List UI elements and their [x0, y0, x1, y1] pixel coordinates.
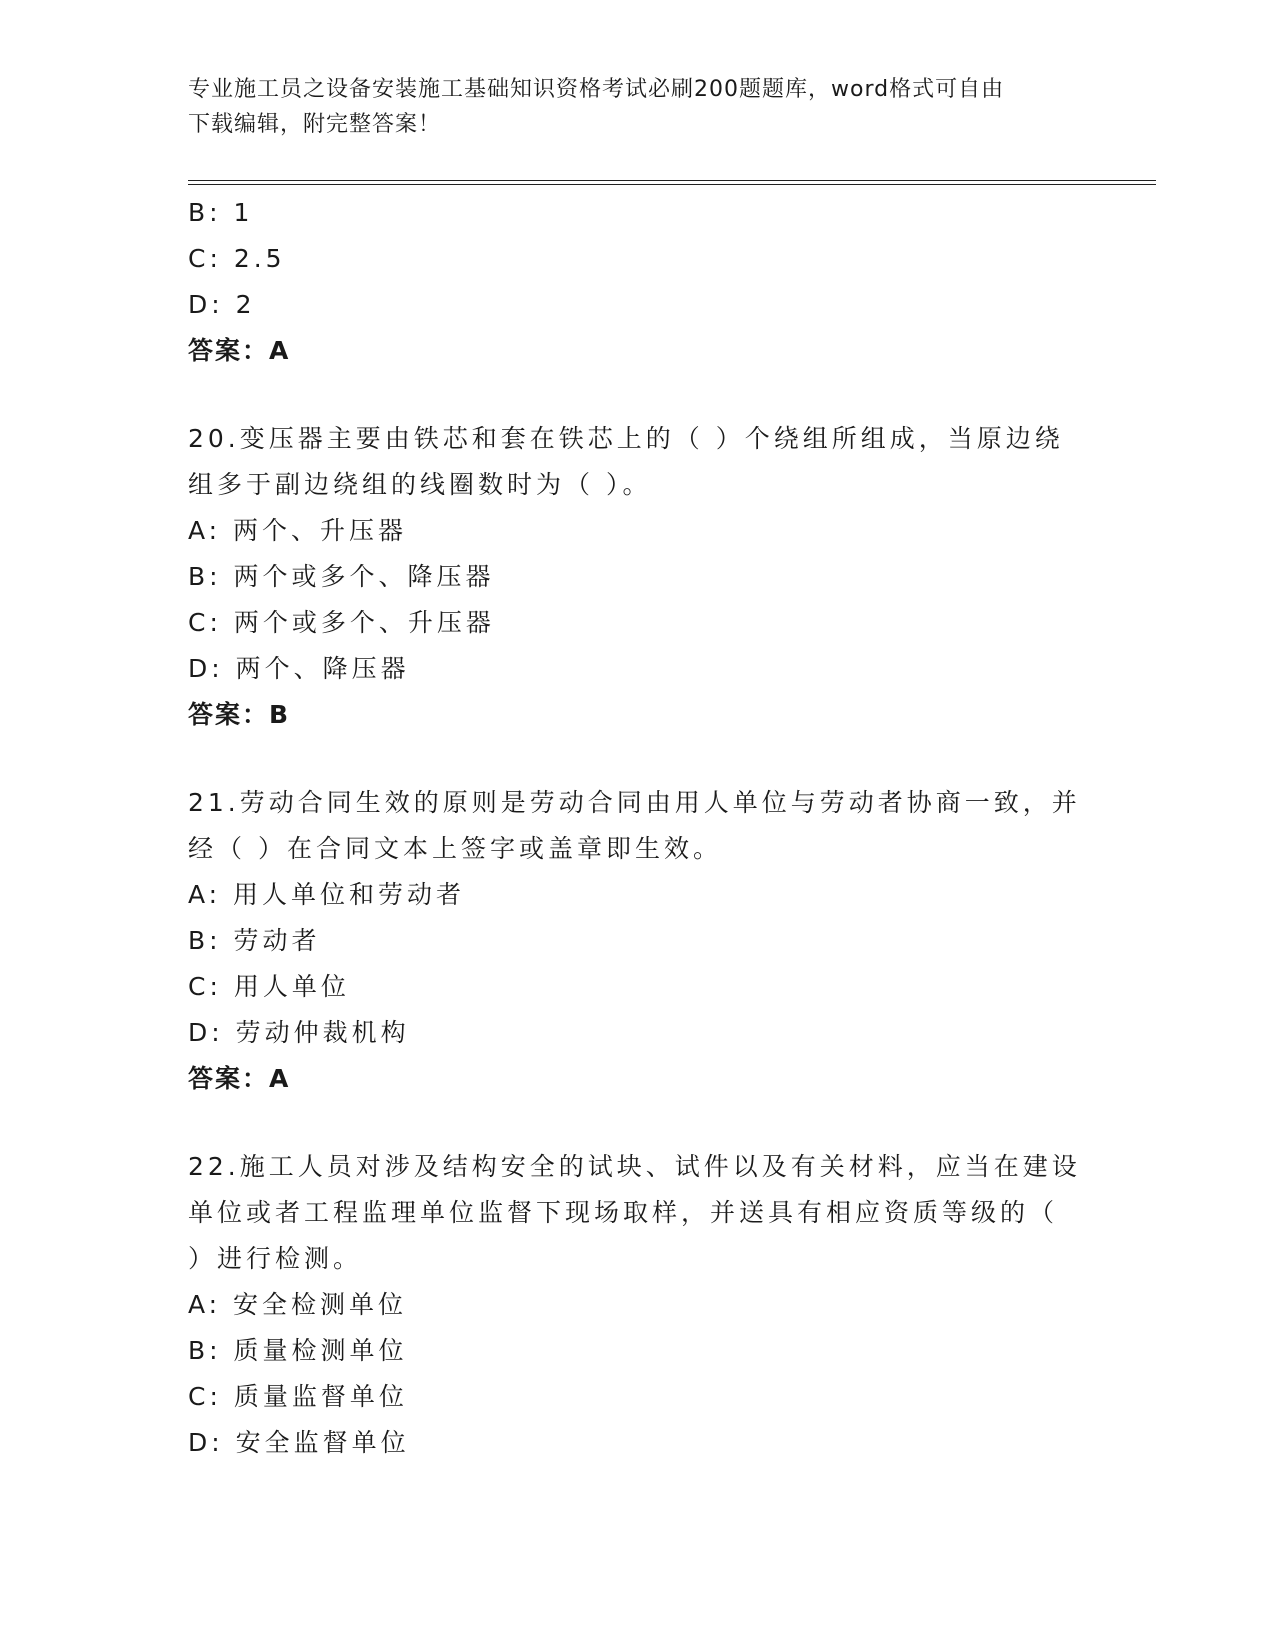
option-c: C: 2.5	[188, 244, 286, 273]
spacer	[188, 738, 1078, 780]
question-text-line: 22.施工人员对涉及结构安全的试块、试件以及有关材料，应当在建设	[188, 1152, 1081, 1181]
option-b: B: 两个或多个、降压器	[188, 562, 495, 591]
option-c: C: 两个或多个、升压器	[188, 608, 495, 637]
header-divider-top	[188, 180, 1156, 181]
header-line-2: 下载编辑，附完整答案！	[188, 112, 442, 137]
header-divider-bottom	[188, 184, 1156, 185]
option-a: A: 安全检测单位	[188, 1290, 408, 1319]
question-text-line: 20.变压器主要由铁芯和套在铁芯上的（ ）个绕组所组成，当原边绕	[188, 424, 1064, 453]
question-text-line: ）进行检测。	[188, 1244, 363, 1273]
question-list	[188, 190, 1081, 1466]
option-b: B: 质量检测单位	[188, 1336, 408, 1365]
answer-line: 答案：B	[188, 700, 291, 729]
spacer	[188, 1102, 1078, 1144]
header-line-1: 专业施工员之设备安装施工基础知识资格考试必刷200题题库，word格式可自由	[188, 77, 1005, 102]
option-c: C: 质量监督单位	[188, 1382, 408, 1411]
option-d: D: 劳动仲裁机构	[188, 1018, 410, 1047]
option-d: D: 安全监督单位	[188, 1428, 410, 1457]
question-text-line: 单位或者工程监理单位监督下现场取样，并送具有相应资质等级的（	[188, 1198, 1059, 1227]
question-block-20	[188, 416, 1078, 738]
question-block-21	[188, 780, 1081, 1102]
answer-line: 答案：A	[188, 336, 291, 365]
option-b: B: 劳动者	[188, 926, 321, 955]
answer-line: 答案：A	[188, 1064, 291, 1093]
page-header	[188, 72, 1088, 142]
option-d: D: 两个、降压器	[188, 654, 410, 683]
question-text-line: 21.劳动合同生效的原则是劳动合同由用人单位与劳动者协商一致，并	[188, 788, 1081, 817]
spacer	[188, 374, 1078, 416]
question-text-line: 组多于副边绕组的线圈数时为（ ）。	[188, 470, 652, 499]
option-b: B: 1	[188, 198, 254, 227]
option-a: A: 用人单位和劳动者	[188, 880, 466, 909]
option-a: A: 两个、升压器	[188, 516, 408, 545]
question-text-line: 经（ ）在合同文本上签字或盖章即生效。	[188, 834, 722, 863]
option-d: D: 2	[188, 290, 256, 319]
option-c: C: 用人单位	[188, 972, 350, 1001]
question-block-22	[188, 1144, 1081, 1466]
question-block-prev	[188, 190, 1078, 374]
